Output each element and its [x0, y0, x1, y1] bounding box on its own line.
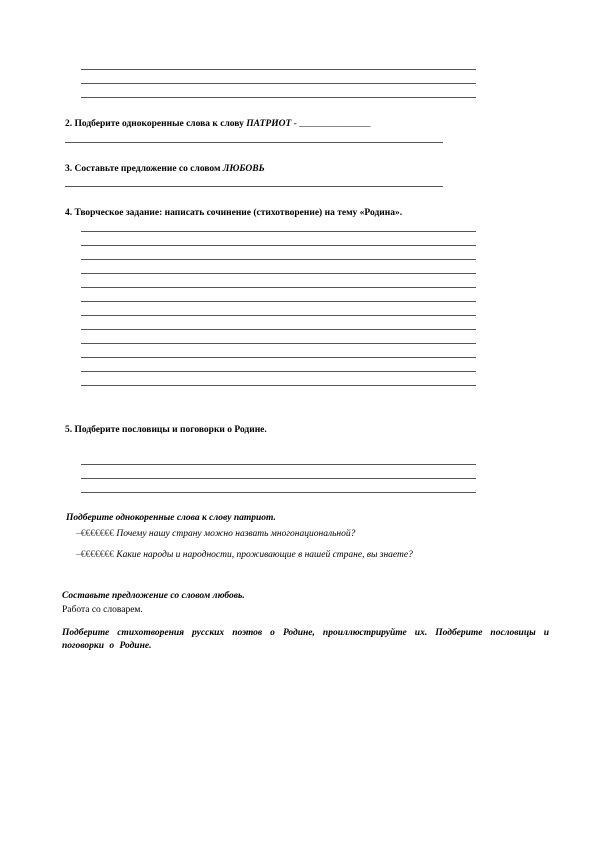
- bullet-marker: –€€€€€€€: [76, 550, 114, 560]
- answer-line: [81, 231, 476, 232]
- task-2-blank: - _______________: [291, 119, 371, 129]
- answer-line: [81, 273, 476, 274]
- answer-line: [81, 97, 476, 98]
- answer-line: [81, 301, 476, 302]
- answer-line: [81, 478, 476, 479]
- answer-line: [81, 385, 476, 386]
- task-3-prompt: [65, 163, 265, 175]
- answer-line: [65, 186, 443, 187]
- sentence-task: Составьте предложение со словом любовь.: [62, 591, 245, 601]
- answer-line: [81, 329, 476, 330]
- answer-line: [81, 287, 476, 288]
- task-3-label: 3. Составьте предложение со словом: [65, 164, 223, 174]
- answer-line: [81, 259, 476, 260]
- answer-line: [81, 357, 476, 358]
- question-1: [76, 528, 355, 540]
- poems-task: Подберите стихотворения русских поэтов о Родине, проиллюстрируйте их. Подберите пословицы и поговорки о Родине.: [62, 628, 549, 651]
- task-3-word: ЛЮБОВЬ: [222, 164, 265, 174]
- task-4-prompt: 4. Творческое задание: написать сочинение (стихотворение) на тему «Родина».: [65, 208, 403, 218]
- answer-line: [81, 83, 476, 84]
- question-2-text: Какие народы и народности, проживающие в нашей стране, вы знаете?: [114, 550, 413, 560]
- answer-line: [81, 371, 476, 372]
- answer-line: [81, 69, 476, 70]
- question-1-text: Почему нашу страну можно назвать многонациональной?: [114, 529, 356, 539]
- dictionary-work: Работа со словарем.: [62, 605, 143, 615]
- task-2-label: 2. Подберите однокоренные слова к слову: [65, 119, 247, 129]
- answer-line: [81, 492, 476, 493]
- answer-line: [65, 142, 443, 143]
- answer-line: [81, 464, 476, 465]
- answer-line: [81, 315, 476, 316]
- task-2-prompt: [65, 118, 370, 130]
- answer-line: [81, 343, 476, 344]
- bullet-marker: –€€€€€€€: [76, 529, 114, 539]
- task-2-word: ПАТРИОТ: [246, 119, 292, 129]
- notes-heading: Подберите однокоренные слова к слову патриот.: [66, 513, 276, 523]
- question-2: [76, 549, 413, 561]
- task-5-prompt: 5. Подберите пословицы и поговорки о Родине.: [65, 425, 267, 435]
- answer-line: [81, 245, 476, 246]
